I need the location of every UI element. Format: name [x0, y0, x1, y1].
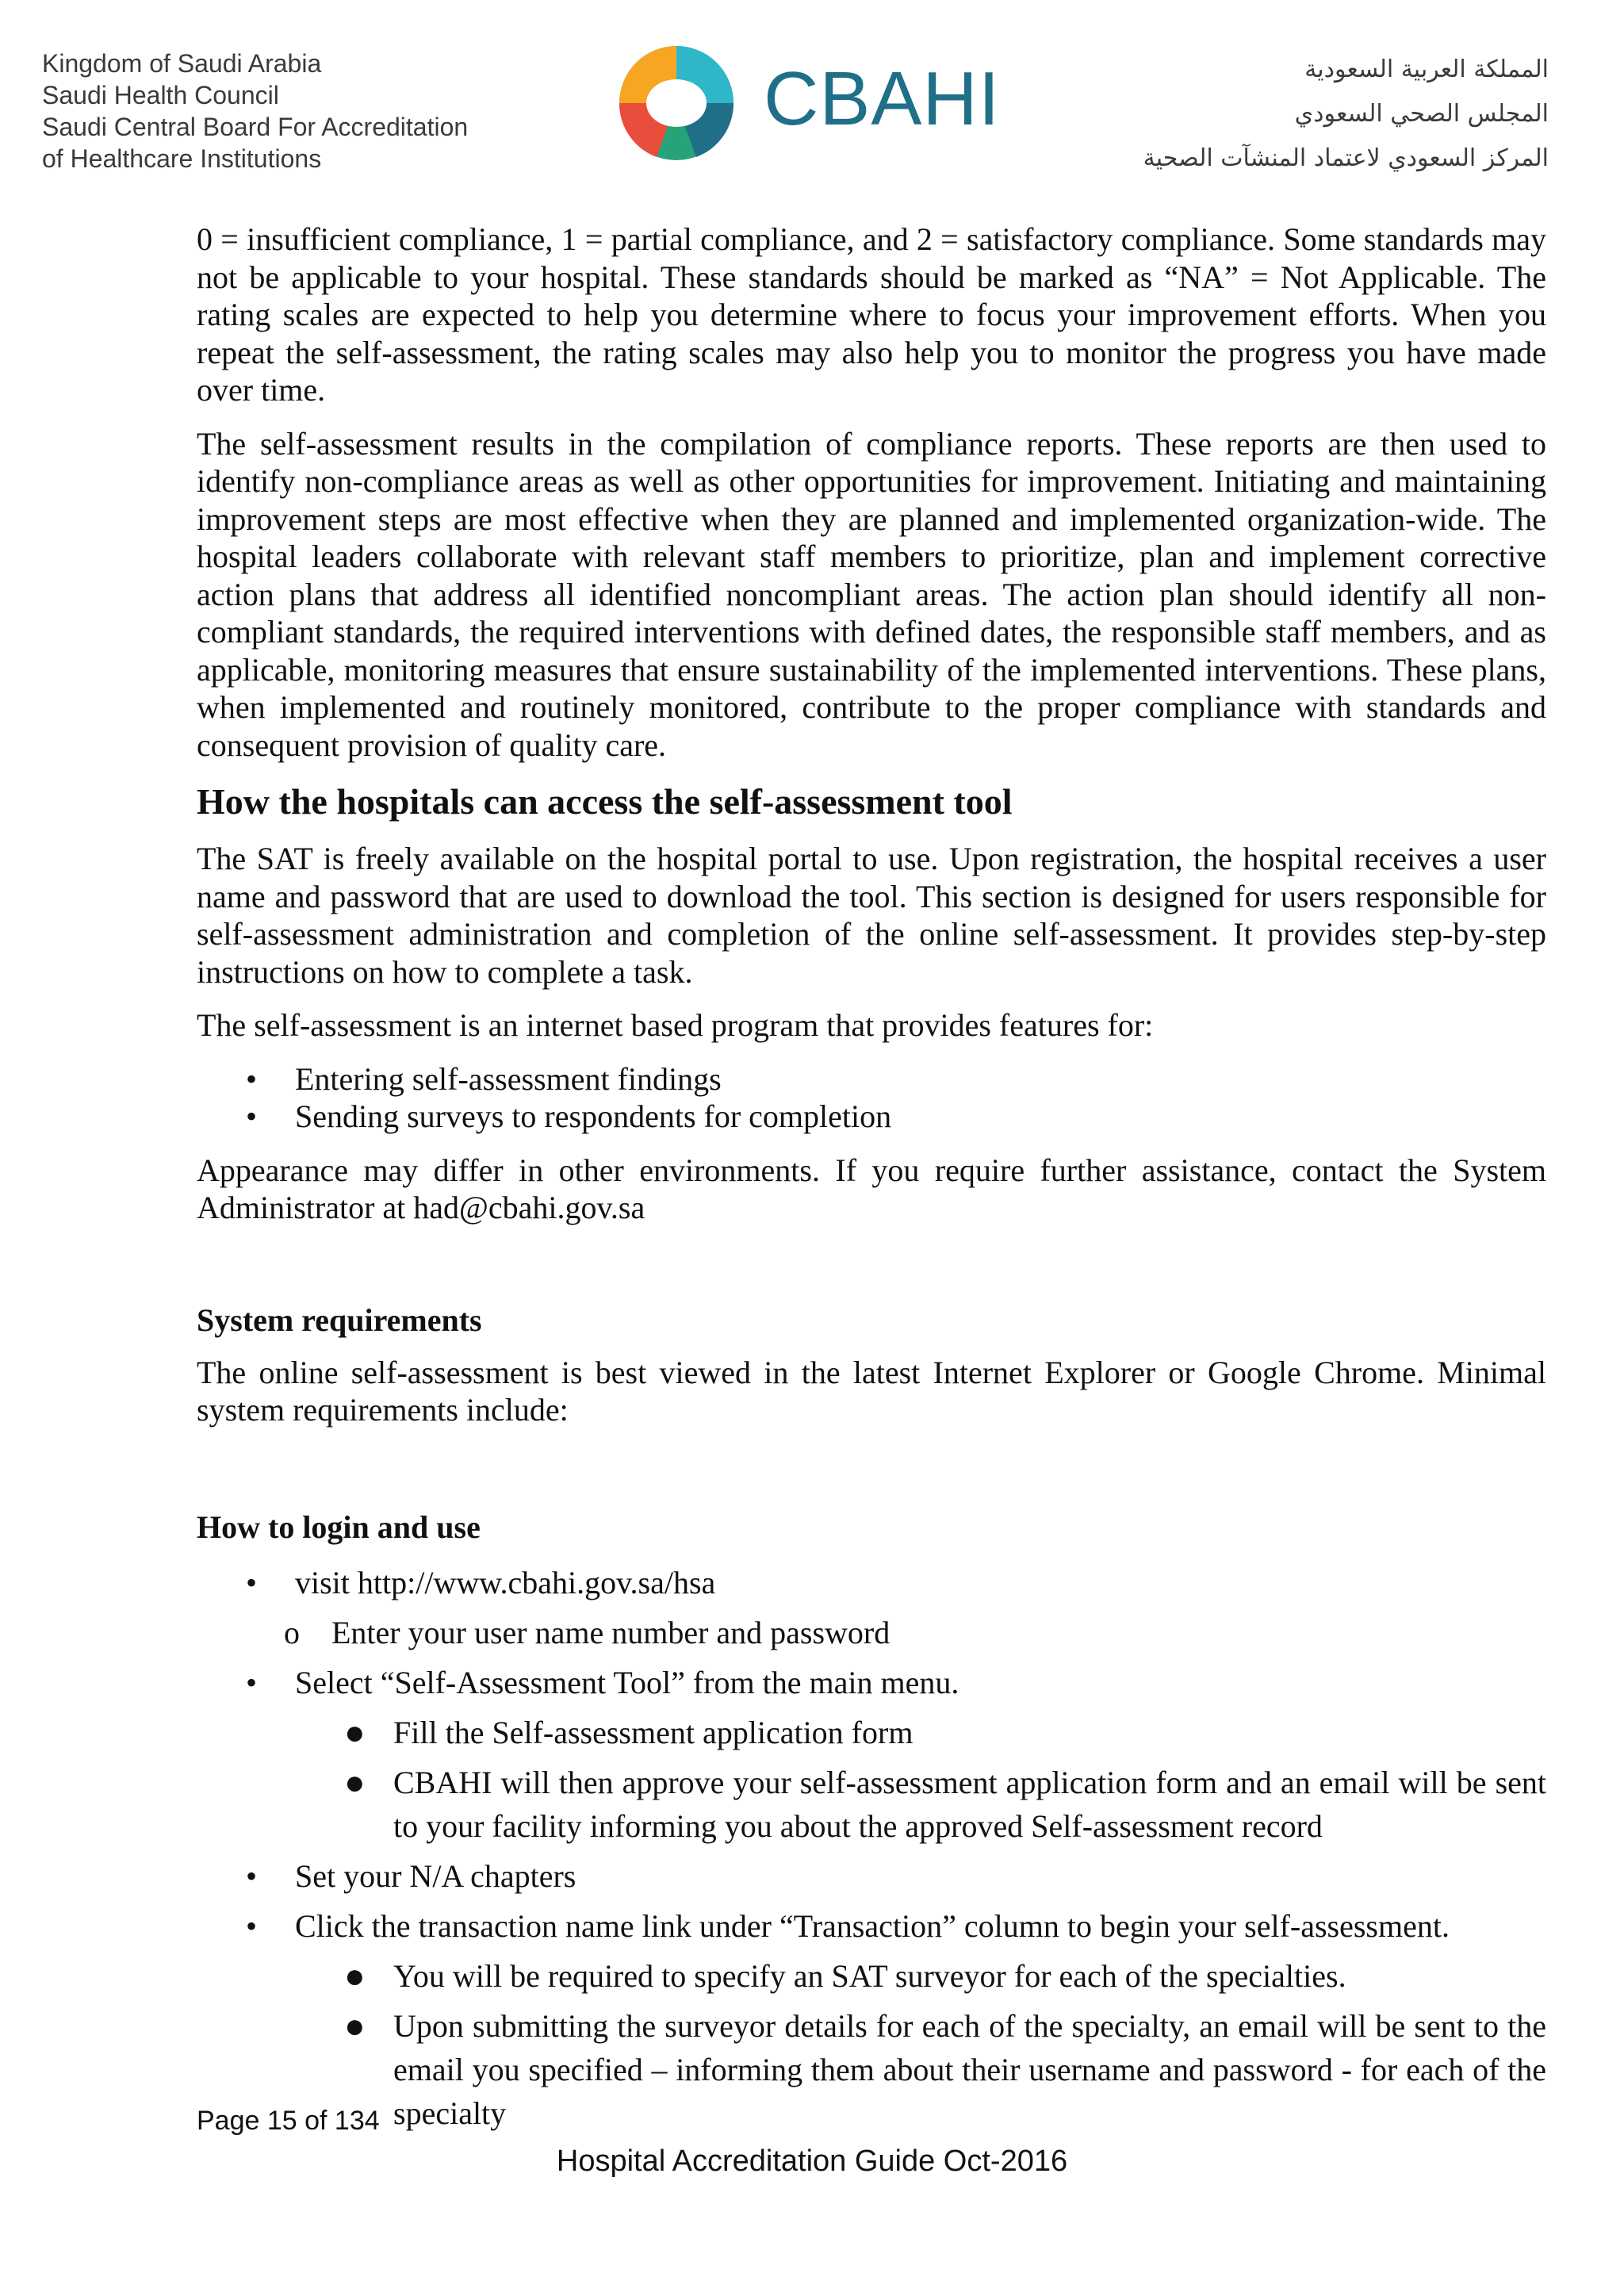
list-item [197, 1711, 1546, 1754]
list-item [197, 1098, 1546, 1136]
list-item-text: You will be required to specify an SAT surveyor for each of the specialties. [393, 1957, 1346, 1994]
cbahi-logo [609, 40, 1001, 167]
paragraph: 0 = insufficient compliance, 1 = partial compliance, and 2 = satisfactory compliance. Some standards may not be applicable to your hospital. These standards should be marked as “NA” = Not Applicable. The rating scales are expected to help you determine where to focus your improvement efforts. When you repeat the self-assessment, the rating scales may also help you to monitor the progress you have made over time. [197, 221, 1546, 408]
header-right-line: المجلس الصحي السعودي [1294, 100, 1549, 128]
header-left-line: Saudi Health Council [42, 81, 279, 109]
subsection-heading: System requirements [197, 1301, 482, 1338]
dot-bullet-icon: ● [344, 1712, 366, 1752]
document-body [197, 220, 1546, 2141]
bullet-icon: • [246, 1098, 258, 1134]
list-item-text: Set your N/A chapters [295, 1857, 576, 1894]
header-right-line: المركز السعودي لاعتماد المنشآت الصحية [1143, 144, 1549, 172]
list-item-text: Click the transaction name link under “Transaction” column to begin your self-assessment. [295, 1907, 1450, 1944]
page-header [0, 0, 1624, 190]
paragraph: The self-assessment results in the compilation of compliance reports. These reports are then used to identify non-compliance areas as well as other opportunities for improvement. Initiating and maintaining improvement steps are most effective when they are planned and implemented organization-wide. The hospital leaders collaborate with relevant staff members to prioritize, plan and implement corrective action plans that address all identified noncompliant areas. The action plan should identify all non-compliant standards, the required interventions with defined dates, the responsible staff members, and as applicable, monitoring measures that ensure sustainability of the implemented interventions. These plans, when implemented and routinely monitored, contribute to the proper compliance with standards and consequent provision of quality care. [197, 425, 1546, 763]
subsection-heading: How to login and use [197, 1508, 481, 1545]
bullet-icon: • [246, 1857, 258, 1894]
list-item-text: visit http://www.cbahi.gov.sa/hsa [295, 1564, 716, 1600]
cbahi-logo-icon [609, 40, 744, 167]
header-right-line: المملكة العربية السعودية [1304, 56, 1549, 83]
list-item-text: Entering self-assessment findings [295, 1060, 722, 1097]
steps-list [197, 1561, 1546, 2135]
paragraph: The SAT is freely available on the hospital portal to use. Upon registration, the hospital receives a user name and password that are used to download the tool. This section is designed for users responsible for self-assessment administration and completion of the online self-assessment. It provides step-by-step instructions on how to complete a task. [197, 841, 1546, 990]
list-item [197, 1611, 1546, 1654]
header-left-line: Saudi Central Board For Accreditation [42, 113, 469, 141]
paragraph: The online self-assessment is best viewed in the latest Internet Explorer or Google Chrome. Minimal system requirements include: [197, 1354, 1546, 1428]
dot-bullet-icon: ● [344, 1762, 366, 1802]
dot-bullet-icon: ● [344, 2006, 366, 2045]
list-item [197, 1854, 1546, 1898]
list-item-text: CBAHI will then approve your self-assessment application form and an email will be sent to your facility informing you about the approved Self-assessment record [393, 1764, 1546, 1844]
paragraph: Appearance may differ in other environments. If you require further assistance, contact the System Administrator at had@cbahi.gov.sa [197, 1152, 1546, 1225]
spacer [197, 1243, 1546, 1301]
header-right-text [1143, 48, 1549, 181]
list-item-text: Sending surveys to respondents for completion [295, 1098, 892, 1134]
header-left-line: of Healthcare Institutions [42, 144, 322, 173]
list-item [197, 1561, 1546, 1604]
list-item [197, 1060, 1546, 1098]
feature-list [197, 1060, 1546, 1136]
bullet-icon: • [246, 1564, 258, 1600]
list-item [197, 1761, 1546, 1848]
spacer [197, 1445, 1546, 1508]
list-item-text: Select “Self-Assessment Tool” from the main menu. [295, 1664, 959, 1700]
header-left-text [42, 48, 468, 174]
dot-bullet-icon: ● [344, 1956, 366, 1995]
list-item [197, 2004, 1546, 2135]
bullet-icon: • [246, 1664, 258, 1700]
logo-wordmark: CBAHI [764, 56, 1001, 141]
list-item-text: Fill the Self-assessment application form [393, 1714, 914, 1750]
bullet-icon: • [246, 1907, 258, 1944]
list-item [197, 1904, 1546, 1948]
circle-bullet-icon: o [284, 1614, 300, 1650]
list-item [197, 1661, 1546, 1704]
header-left-line: Kingdom of Saudi Arabia [42, 49, 322, 78]
section-heading: How the hospitals can access the self-assessment tool [197, 781, 1013, 822]
paragraph: The self-assessment is an internet based program that provides features for: [197, 1007, 1154, 1043]
list-item-text: Upon submitting the surveyor details for each of the specialty, an email will be sent to the email you specified – informing them about their username and password - for each of the specialty [393, 2007, 1546, 2131]
list-item [197, 1954, 1546, 1998]
list-item-text: Enter your user name number and password [331, 1614, 891, 1650]
footer-title: Hospital Accreditation Guide Oct-2016 [556, 2145, 1068, 2178]
bullet-icon: • [246, 1060, 258, 1097]
page-number: Page 15 of 134 [197, 2106, 380, 2136]
